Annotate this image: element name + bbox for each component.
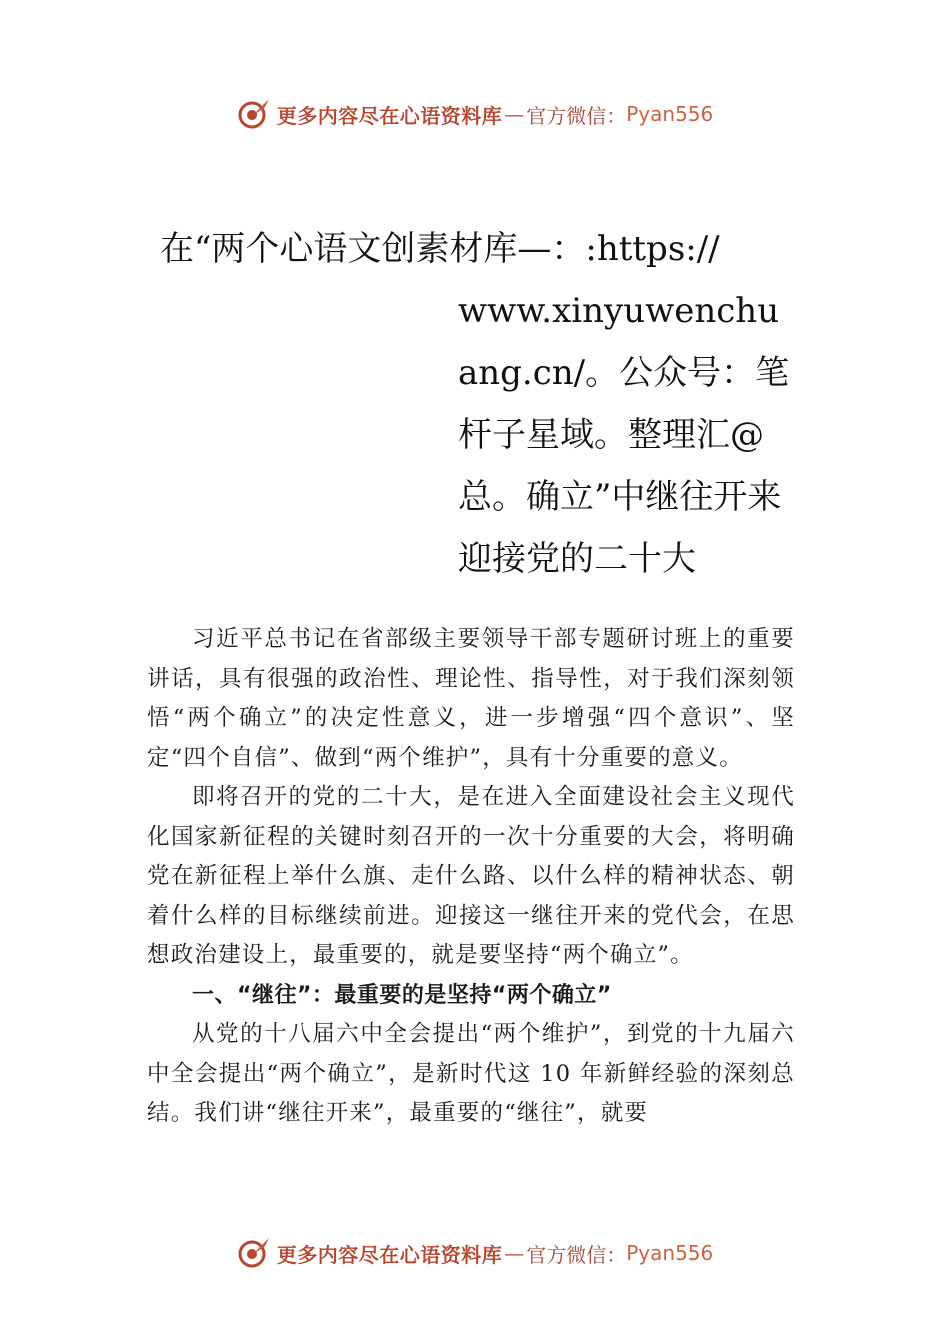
banner-dash: — — [504, 1241, 525, 1265]
document-title — [160, 218, 800, 590]
paragraph-3: 从党的十八届六中全会提出“两个维护”，到党的十九届六中全会提出“两个确立”，是新时代这 10 年新鲜经验的深刻总结。我们讲“继往开来”，最重要的“继往”，就要 — [147, 1021, 795, 1126]
ad-text: 更多内容尽在心语资料库 — [276, 103, 503, 128]
footer-watermark-banner — [0, 1233, 950, 1273]
banner-dash: — — [504, 102, 525, 126]
document-body — [147, 620, 795, 1134]
quill-logo-icon — [237, 1236, 271, 1270]
wechat-id: Pyan556 — [626, 102, 714, 126]
title-continuation: www.xinyuwenchuang.cn/。公众号：笔杆子星域。整理汇@总。确立”中继往开来迎接党的二十大 — [458, 291, 790, 579]
header-watermark-banner — [0, 94, 950, 134]
section-heading-1: 一、“继往”：最重要的是坚持“两个确立” — [192, 982, 612, 1008]
quill-logo-icon — [237, 97, 271, 131]
wechat-label: 官方微信： — [526, 103, 627, 128]
title-line-1: 在“两个心语文创素材库—：:https:// — [160, 229, 720, 269]
ad-text: 更多内容尽在心语资料库 — [276, 1242, 503, 1267]
paragraph-2: 即将召开的党的二十大，是在进入全面建设社会主义现代化国家新征程的关键时刻召开的一次十分重要的大会，将明确党在新征程上举什么旗、走什么路、以什么样的精神状态、朝着什么样的目标继续前进。迎接这一继往开来的党代会，在思想政治建设上，最重要的，就是要坚持“两个确立”。 — [147, 784, 795, 968]
paragraph-1: 习近平总书记在省部级主要领导干部专题研讨班上的重要讲话，具有很强的政治性、理论性、指导性，对于我们深刻领悟“两个确立”的决定性意义，进一步增强“四个意识”、坚定“四个自信”、做到“两个维护”，具有十分重要的意义。 — [147, 626, 795, 771]
wechat-label: 官方微信： — [526, 1242, 627, 1267]
wechat-id: Pyan556 — [626, 1241, 714, 1265]
